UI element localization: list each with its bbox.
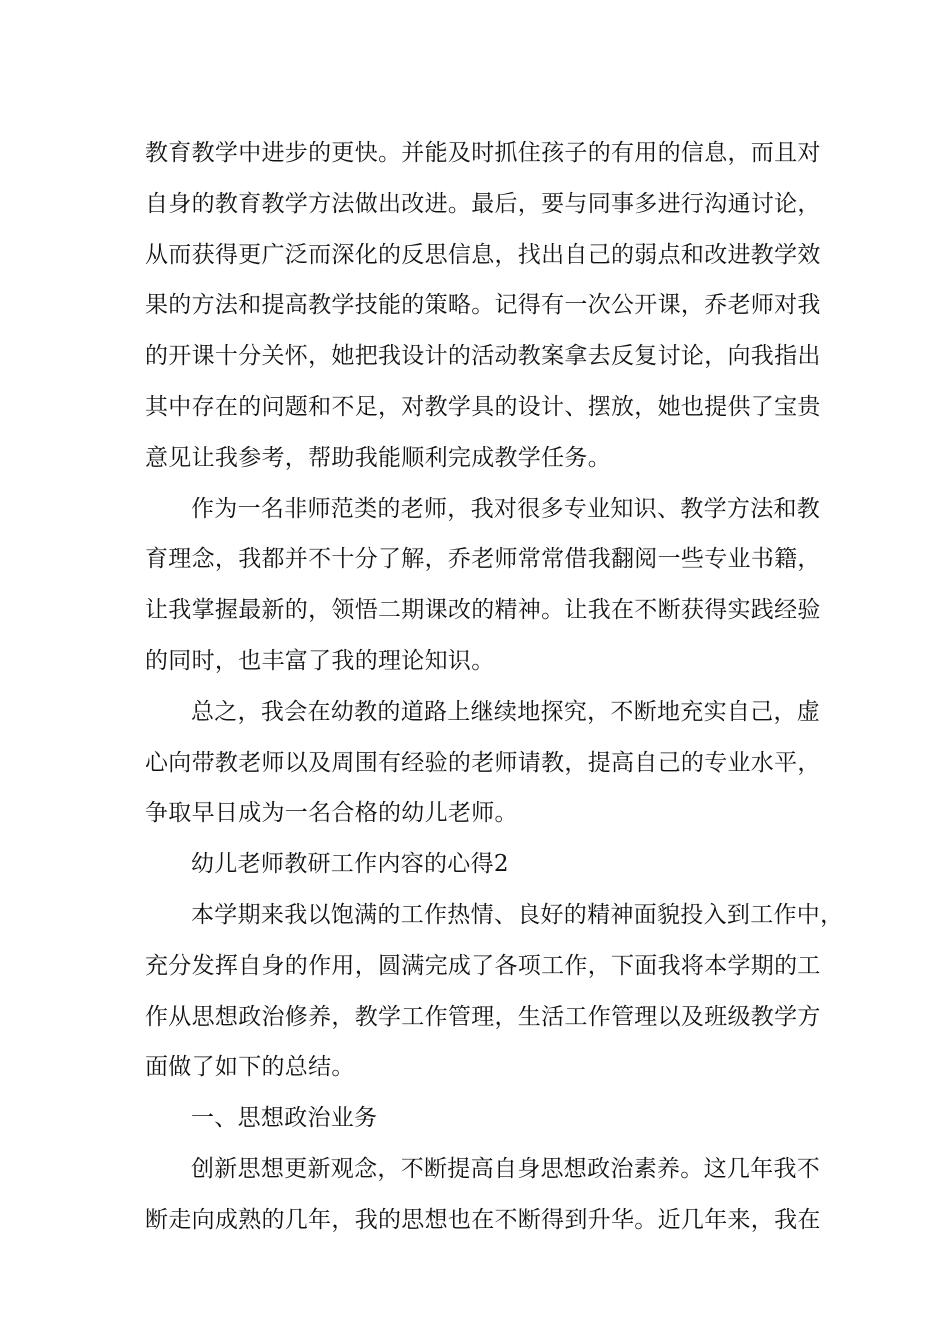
text-line: 创新思想更新观念，不断提高自身思想政治素养。这几年我不 — [191, 1155, 821, 1182]
text-line: 作从思想政治修养，教学工作管理，生活工作管理以及班级教学方 — [145, 1003, 821, 1030]
text-line: 心向带教老师以及周围有经验的老师请教，提高自己的专业水平， — [145, 749, 821, 776]
text-line: 果的方法和提高教学技能的策略。记得有一次公开课，乔老师对我 — [145, 292, 821, 319]
text-line: 自身的教育教学方法做出改进。最后，要与同事多进行沟通讨论， — [145, 190, 821, 217]
text-line: 意见让我参考，帮助我能顺利完成教学任务。 — [145, 444, 611, 471]
text-line: 的开课十分关怀，她把我设计的活动教案拿去反复讨论，向我指出 — [145, 343, 821, 370]
text-line: 教育教学中进步的更快。并能及时抓住孩子的有用的信息，而且对 — [145, 140, 821, 166]
text-line: 让我掌握最新的，领悟二期课改的精神。让我在不断获得实践经验 — [145, 597, 821, 624]
text-line: 总之，我会在幼教的道路上继续地探究，不断地充实自己，虚 — [191, 698, 821, 725]
text-line: 的同时，也丰富了我的理论知识。 — [145, 647, 495, 674]
text-line: 充分发挥自身的作用，圆满完成了各项工作，下面我将本学期的工 — [145, 952, 821, 979]
document-body — [145, 128, 844, 1246]
text-line: 幼儿老师教研工作内容的心得2 — [191, 851, 509, 878]
text-line: 一、思想政治业务 — [191, 1105, 378, 1132]
text-line: 本学期来我以饱满的工作热情、良好的精神面貌投入到工作中， — [191, 901, 844, 928]
text-line: 其中存在的问题和不足，对教学具的设计、摆放，她也提供了宝贵 — [145, 393, 821, 420]
text-line: 育理念，我都并不十分了解，乔老师常常借我翻阅一些专业书籍， — [145, 546, 821, 573]
text-line: 争取早日成为一名合格的幼儿老师。 — [145, 800, 518, 827]
text-line: 面做了如下的总结。 — [145, 1054, 355, 1081]
text-line: 从而获得更广泛而深化的反思信息，找出自己的弱点和改进教学效 — [145, 241, 821, 268]
text-line: 断走向成熟的几年，我的思想也在不断得到升华。近几年来，我在 — [145, 1206, 821, 1233]
text-line: 作为一名非师范类的老师，我对很多专业知识、教学方法和教 — [191, 495, 821, 522]
